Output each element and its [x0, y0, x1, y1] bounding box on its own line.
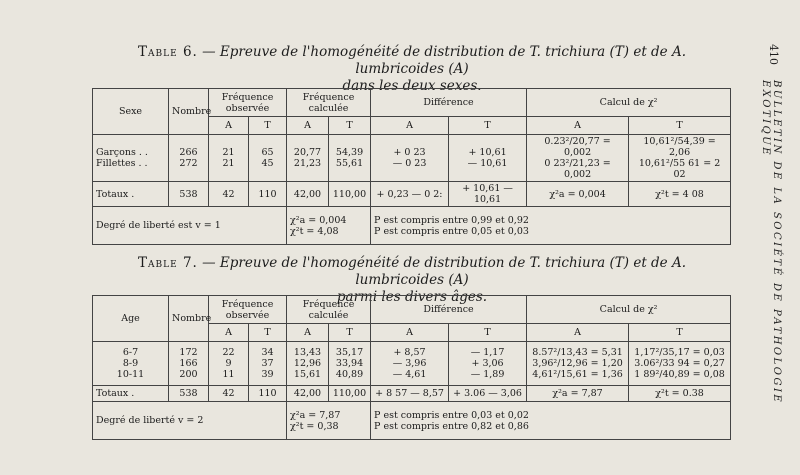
p-summary: P est compris entre 0,99 et 0,92 P est compris entre 0,05 et 0,03	[371, 207, 731, 245]
table7-sub-t: T	[629, 324, 731, 342]
table6-sub-a: A	[527, 117, 629, 135]
cell-chi-a: 0.23²/20,77 = 0,002 0 23²/21,23 = 0,002	[527, 135, 629, 182]
cell-chi-t: χ²t = 0.38	[629, 386, 731, 402]
cell-diff-a: + 8,57 — 3,96 — 4,61	[371, 342, 449, 386]
cell-chi-t: 1,17²/35,17 = 0,03 3.06²/33 94 = 0,27 1 89²/40,89 = 0,08	[629, 342, 731, 386]
table6-sub-t: T	[329, 117, 371, 135]
row-label: Garçons . . Fillettes . .	[93, 135, 169, 182]
chi-summary: χ²a = 7,87 χ²t = 0,38	[287, 402, 371, 440]
table-row	[93, 135, 731, 182]
table7-header-diff: Différence	[371, 296, 527, 324]
running-head: BULLETIN DE LA SOCIÉTÉ DE PATHOLOGIE EXOTIQUE	[760, 80, 782, 405]
cell-nombre: 172 166 200	[169, 342, 209, 386]
table6-sub-a: A	[371, 117, 449, 135]
cell-nombre: 538	[169, 386, 209, 402]
page-number: 410	[767, 44, 780, 65]
p-summary: P est compris entre 0,03 et 0,02 P est compris entre 0,82 et 0,86	[371, 402, 731, 440]
table-row-total	[93, 182, 731, 207]
table6-title-line2: dans les deux sexes.	[342, 78, 482, 94]
cell-calc-t: 110,00	[329, 182, 371, 207]
table6-label: Table 6.	[138, 44, 198, 60]
cell-obs-t: 110	[249, 182, 287, 207]
table6-header-freq-obs: Fréquence observée	[209, 89, 287, 117]
cell-obs-a: 42	[209, 182, 249, 207]
cell-calc-a: 20,77 21,23	[287, 135, 329, 182]
cell-diff-a: + 0 23 — 0 23	[371, 135, 449, 182]
cell-obs-a: 21 21	[209, 135, 249, 182]
table7-sub-t: T	[449, 324, 527, 342]
table7-header-freq-calc: Fréquence calculée	[287, 296, 371, 324]
row-label: 6-7 8-9 10-11	[93, 342, 169, 386]
table6-sub-t: T	[629, 117, 731, 135]
table7-footer	[93, 402, 731, 440]
cell-obs-a: 42	[209, 386, 249, 402]
cell-calc-t: 110,00	[329, 386, 371, 402]
table7-title-line2: parmi les divers âges.	[336, 289, 488, 305]
table6-sub-a: A	[209, 117, 249, 135]
chi-summary: χ²a = 0,004 χ²t = 4,08	[287, 207, 371, 245]
table7-header-calcul: Calcul de χ²	[527, 296, 731, 324]
table6-header-calcul: Calcul de χ²	[527, 89, 731, 117]
cell-diff-t: + 10,61 — 10,61	[449, 182, 527, 207]
cell-calc-t: 35,17 33,94 40,89	[329, 342, 371, 386]
table7-sub-a: A	[527, 324, 629, 342]
degree-of-freedom: Degré de liberté v = 2	[93, 402, 287, 440]
table6	[92, 88, 731, 245]
cell-chi-t: χ²t = 4 08	[629, 182, 731, 207]
table6-header-group: Sexe	[93, 89, 169, 135]
cell-nombre: 538	[169, 182, 209, 207]
table7-sub-t: T	[249, 324, 287, 342]
table7-sub-a: A	[371, 324, 449, 342]
table7-header-nombre: Nombre	[169, 296, 209, 342]
table6-footer	[93, 207, 731, 245]
cell-obs-t: 110	[249, 386, 287, 402]
degree-of-freedom: Degré de liberté est v = 1	[93, 207, 287, 245]
cell-nombre: 266 272	[169, 135, 209, 182]
cell-diff-a: + 8 57 — 8,57	[371, 386, 449, 402]
cell-chi-a: χ²a = 0,004	[527, 182, 629, 207]
cell-chi-t: 10,61²/54,39 = 2,06 10,61²/55 61 = 2 02	[629, 135, 731, 182]
cell-chi-a: 8.57²/13,43 = 5,31 3,96²/12,96 = 1,20 4,61²/15,61 = 1,36	[527, 342, 629, 386]
cell-diff-a: + 0,23 — 0 2:	[371, 182, 449, 207]
table7-sub-a: A	[287, 324, 329, 342]
table7	[92, 295, 731, 440]
cell-calc-a: 13,43 12,96 15,61	[287, 342, 329, 386]
table-row	[93, 342, 731, 386]
cell-diff-t: + 10,61 — 10,61	[449, 135, 527, 182]
cell-calc-t: 54,39 55,61	[329, 135, 371, 182]
cell-obs-t: 34 37 39	[249, 342, 287, 386]
table6-title-line1: — Epreuve de l'homogénéité de distribution de T. trichiura (T) et de A. lumbricoides (A)	[202, 44, 686, 77]
cell-obs-t: 65 45	[249, 135, 287, 182]
table6-header-nombre: Nombre	[169, 89, 209, 135]
table6-sub-t: T	[249, 117, 287, 135]
table7-label: Table 7.	[138, 255, 198, 271]
cell-diff-t: — 1,17 + 3,06 — 1,89	[449, 342, 527, 386]
cell-calc-a: 42,00	[287, 182, 329, 207]
table7-header-group: Age	[93, 296, 169, 342]
cell-chi-a: χ²a = 7,87	[527, 386, 629, 402]
table6-header-freq-calc: Fréquence calculée	[287, 89, 371, 117]
cell-calc-a: 42,00	[287, 386, 329, 402]
table6-header-diff: Différence	[371, 89, 527, 117]
table6-sub-t: T	[449, 117, 527, 135]
table7-header-freq-obs: Fréquence observée	[209, 296, 287, 324]
table7-sub-a: A	[209, 324, 249, 342]
table7-title-line1: — Epreuve de l'homogénéité de distribution de T. trichiura (T) et de A. lumbricoides (A)	[202, 255, 686, 288]
cell-diff-t: + 3.06 — 3,06	[449, 386, 527, 402]
row-label: Totaux .	[93, 182, 169, 207]
table-row-total	[93, 386, 731, 402]
table7-sub-t: T	[329, 324, 371, 342]
cell-obs-a: 22 9 11	[209, 342, 249, 386]
row-label: Totaux .	[93, 386, 169, 402]
table6-sub-a: A	[287, 117, 329, 135]
